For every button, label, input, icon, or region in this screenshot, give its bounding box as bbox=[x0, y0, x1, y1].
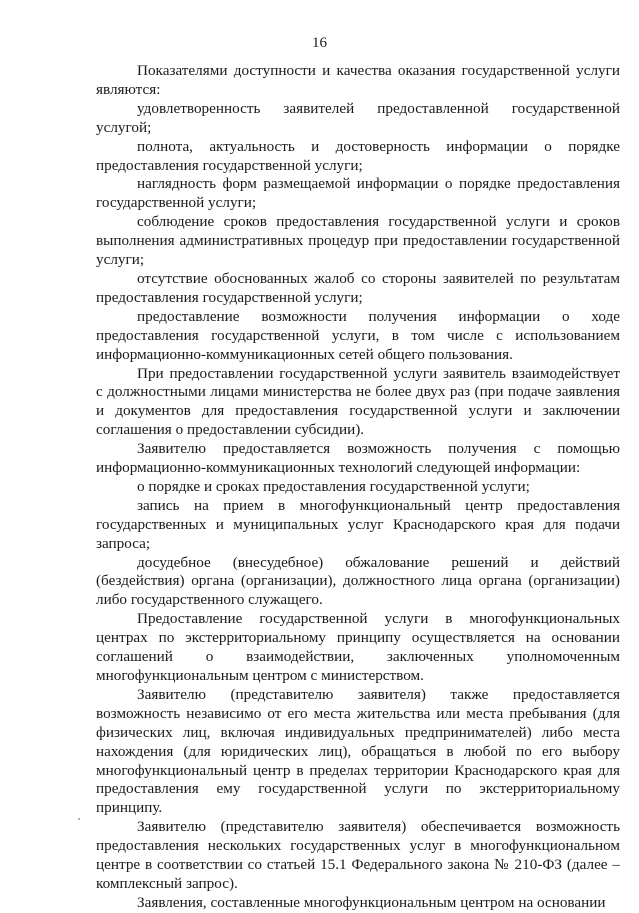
paragraph: удовлетворенность заявителей предоставленной государственной услугой; bbox=[96, 99, 620, 136]
paragraph: предоставление возможности получения информации о ходе предоставления государственной услуги, в том числе с использованием информационно-коммуникационных сетей общего пользования. bbox=[96, 307, 620, 363]
paragraph: Показателями доступности и качества оказания государственной услуги являются: bbox=[96, 62, 620, 98]
paragraph: Заявителю (представителю заявителя) обеспечивается возможность предоставления нескольких государственных услуг в многофункциональном центре в соответствии со статьей 15.1 Федерального закона № 210-ФЗ (далее – комплексный запрос). bbox=[96, 818, 620, 892]
paragraph: Заявителю предоставляется возможность получения с помощью информационно-коммуникационных технологий следующей информации: bbox=[96, 440, 620, 477]
scan-speck bbox=[78, 818, 80, 820]
document-body bbox=[96, 62, 620, 913]
paragraph: При предоставлении государственной услуги заявитель взаимодействует с должностными лицами министерства не более двух раз (при подаче заявления и документов для предоставления государственной услуги и заключении соглашения о предоставлении субсидии). bbox=[96, 364, 620, 439]
paragraph: Заявления, составленные многофункциональным центром на основании bbox=[137, 893, 606, 911]
paragraph: о порядке и сроках предоставления государственной услуги; bbox=[137, 477, 530, 495]
paragraph: досудебное (внесудебное) обжалование решений и действий (бездействия) органа (организации), должностного лица органа (организации) либо государственного служащего. bbox=[96, 553, 620, 609]
paragraph: запись на прием в многофункциональный центр предоставления государственных и муниципальных услуг Краснодарского края для подачи запроса; bbox=[96, 496, 620, 552]
paragraph: Заявителю (представителю заявителя) также предоставляется возможность независимо от его места жительства или места пребывания (для физических лиц, включая индивидуальных предпринимателей) либо места нахождения (для юридических лиц), обращаться в любой по его выбору многофункциональный центр в пределах территории Краснодарского края для предоставления ему государственной услуги по экстерриториальному принципу. bbox=[96, 685, 620, 817]
paragraph: соблюдение сроков предоставления государственной услуги и сроков выполнения административных процедур при предоставлении государственной услуги; bbox=[96, 213, 620, 269]
paragraph: Предоставление государственной услуги в многофункциональных центрах по экстерриториальному принципу осуществляется на основании соглашений о взаимодействии, заключенных уполномоченным многофункциональным центром с министерством. bbox=[96, 610, 620, 684]
page-number: 16 bbox=[312, 35, 327, 51]
paragraph: наглядность форм размещаемой информации о порядке предоставления государственной услуги; bbox=[96, 175, 620, 212]
paragraph: полнота, актуальность и достоверность информации о порядке предоставления государственной услуги; bbox=[96, 137, 620, 174]
paragraph: отсутствие обоснованных жалоб со стороны заявителей по результатам предоставления государственной услуги; bbox=[96, 269, 620, 306]
